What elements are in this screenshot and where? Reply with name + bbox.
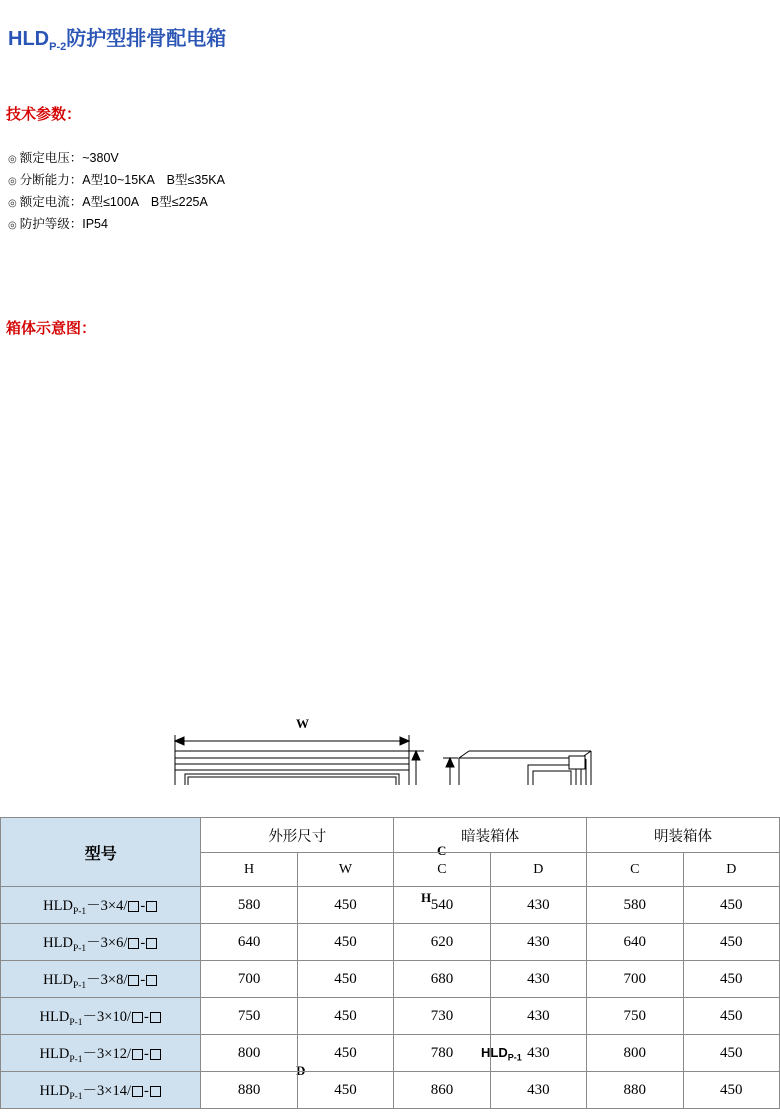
spec-text: 防护等级：IP54 <box>19 217 108 231</box>
model-subscript: P-1 <box>69 1054 83 1065</box>
list-item <box>8 148 225 170</box>
cell-model <box>1 998 201 1035</box>
spec-text: 额定电压：~380V <box>19 151 119 165</box>
table-row <box>1 1035 780 1072</box>
cell-value: 430 <box>490 924 586 961</box>
cell-value: 430 <box>490 1035 586 1072</box>
dimension-label-c: C <box>437 843 447 858</box>
dimension-label-d: D <box>296 1063 306 1078</box>
model-prefix: HLD <box>39 1008 70 1025</box>
cell-value: 800 <box>587 1035 683 1072</box>
list-item <box>8 192 225 214</box>
cell-value: 730 <box>394 998 490 1035</box>
column-header-d2: D <box>683 853 780 887</box>
table-body <box>1 887 780 1109</box>
table-row <box>1 998 780 1035</box>
cell-value: 620 <box>394 924 490 961</box>
cell-value: 450 <box>297 887 393 924</box>
model-prefix: HLD <box>39 1082 70 1099</box>
model-prefix: HLD <box>43 897 73 914</box>
blank-box-icon <box>128 975 139 986</box>
cell-value: 430 <box>490 961 586 998</box>
cell-model <box>1 887 201 924</box>
cell-value: 880 <box>587 1072 683 1109</box>
cell-value: 450 <box>297 924 393 961</box>
cell-value: 450 <box>297 1072 393 1109</box>
model-dash: - <box>144 1082 149 1099</box>
spec-section-heading: 技术参数： <box>6 106 82 123</box>
cell-value: 450 <box>297 1035 393 1072</box>
dimension-label-w: W <box>296 716 309 731</box>
bullet-icon: ◎ <box>8 220 17 231</box>
blank-box-icon <box>150 1086 161 1097</box>
diagram-caption-sub: P-1 <box>507 1052 522 1063</box>
blank-box-icon <box>132 1086 143 1097</box>
column-header-d1: D <box>490 853 586 887</box>
cell-value: 450 <box>683 998 780 1035</box>
cell-model <box>1 1035 201 1072</box>
blank-box-icon <box>146 901 157 912</box>
spec-list <box>8 148 225 236</box>
spec-text: 额定电流：A型≤100A B型≤225A <box>19 195 208 209</box>
blank-box-icon <box>128 901 139 912</box>
model-dash: - <box>140 934 146 951</box>
table-row <box>1 1072 780 1109</box>
column-header-model: 型号 <box>1 818 201 887</box>
cell-value: 430 <box>490 887 586 924</box>
diagram-section-heading: 箱体示意图： <box>6 320 97 337</box>
table-row <box>1 887 780 924</box>
cell-value: 880 <box>201 1072 297 1109</box>
model-suffix: －3×10/ <box>82 1008 132 1025</box>
cell-value: 450 <box>683 1072 780 1109</box>
page-title-prefix: HLD <box>8 28 50 50</box>
cell-value: 700 <box>201 961 297 998</box>
cell-value: 450 <box>297 998 393 1035</box>
column-header-group-surface: 明装箱体 <box>587 818 780 853</box>
cell-value: 580 <box>201 887 297 924</box>
cell-value: 640 <box>201 924 297 961</box>
blank-box-icon <box>132 1049 143 1060</box>
cell-value: 580 <box>587 887 683 924</box>
cell-value: 700 <box>587 961 683 998</box>
blank-box-icon <box>150 1012 161 1023</box>
diagram-caption-text: HLD <box>481 1045 508 1060</box>
model-suffix: －3×12/ <box>82 1045 132 1062</box>
model-suffix: －3×4/ <box>86 897 128 914</box>
blank-box-icon <box>128 938 139 949</box>
model-dash: - <box>144 1045 149 1062</box>
cell-value: 540 <box>394 887 490 924</box>
model-prefix: HLD <box>43 934 73 951</box>
model-prefix: HLD <box>39 1045 70 1062</box>
table-row <box>1 924 780 961</box>
cell-value: 430 <box>490 998 586 1035</box>
column-header-h: H <box>201 853 297 887</box>
model-prefix: HLD <box>43 971 73 988</box>
model-dash: - <box>140 897 146 914</box>
cell-value: 800 <box>201 1035 297 1072</box>
blank-box-icon <box>146 938 157 949</box>
model-subscript: P-1 <box>69 1091 83 1102</box>
spec-text: 分断能力：A型10~15KA B型≤35KA <box>19 173 225 187</box>
cell-value: 780 <box>394 1035 490 1072</box>
cell-model <box>1 1072 201 1109</box>
model-suffix: －3×6/ <box>86 934 128 951</box>
model-dash: - <box>140 971 146 988</box>
enclosure-diagram-svg <box>0 355 780 785</box>
cell-value: 640 <box>587 924 683 961</box>
table-header-row <box>1 818 780 853</box>
bullet-icon: ◎ <box>8 198 17 209</box>
cell-value: 450 <box>683 961 780 998</box>
model-subscript: P-1 <box>69 1017 83 1028</box>
bullet-icon: ◎ <box>8 154 17 165</box>
cell-value: 450 <box>297 961 393 998</box>
model-subscript: P-1 <box>72 980 87 991</box>
specification-table <box>0 817 780 1109</box>
column-header-w: W <box>297 853 393 887</box>
page-title <box>8 22 226 53</box>
page-title-subscript: P-2 <box>49 41 67 53</box>
column-header-c2: C <box>587 853 683 887</box>
page-title-chinese: 防护型排骨配电箱 <box>66 28 227 50</box>
column-header-c1: C <box>394 853 490 887</box>
cell-value: 450 <box>683 924 780 961</box>
blank-box-icon <box>132 1012 143 1023</box>
cell-value: 750 <box>587 998 683 1035</box>
list-item <box>8 170 225 192</box>
cell-value: 450 <box>683 1035 780 1072</box>
list-item <box>8 214 225 236</box>
model-subscript: P-1 <box>72 943 87 954</box>
cell-value: 750 <box>201 998 297 1035</box>
cell-value: 680 <box>394 961 490 998</box>
cell-value: 430 <box>490 1072 586 1109</box>
cell-value: 860 <box>394 1072 490 1109</box>
cell-value: 450 <box>683 887 780 924</box>
column-header-group-flush: 暗装箱体 <box>394 818 587 853</box>
bullet-icon: ◎ <box>8 176 17 187</box>
model-dash: - <box>144 1008 149 1025</box>
table-row <box>1 961 780 998</box>
model-suffix: －3×14/ <box>82 1082 132 1099</box>
dimension-label-h: H <box>421 890 432 905</box>
cell-model <box>1 924 201 961</box>
blank-box-icon <box>150 1049 161 1060</box>
blank-box-icon <box>146 975 157 986</box>
model-suffix: －3×8/ <box>86 971 128 988</box>
model-subscript: P-1 <box>72 906 87 917</box>
cell-model <box>1 961 201 998</box>
column-header-group-overall: 外形尺寸 <box>201 818 394 853</box>
